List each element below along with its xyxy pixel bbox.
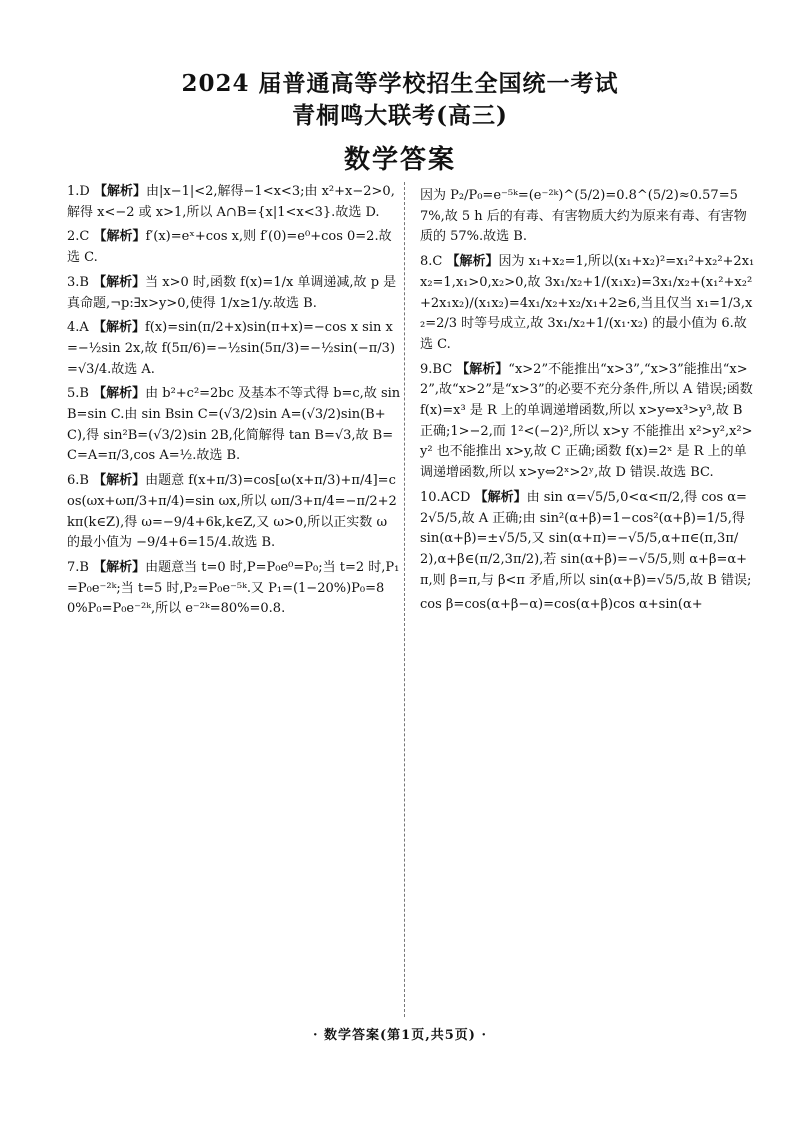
answer-10-continued: cos β=cos(α+β−α)=cos(α+β)cos α+sin(α+ bbox=[420, 597, 703, 613]
analysis-tag: 【解析】 bbox=[474, 489, 527, 505]
analysis-tag: 【解析】 bbox=[93, 229, 146, 245]
answer-8: 8.C 【解析】因为 x₁+x₂=1,所以(x₁+x₂)²=x₁²+x₂²+2x₁x₂=1,x₁>0,x₂>0,故 3x₁/x₂+1/(x₁x₂)=3x₁/x₂+(x₁²+x₂²+2x₁x₂)/(x₁x₂)=4x₁/x₂+x₂/x₁+2≥6,当且仅当 x₁=1/3,x₂=2/3 时等号成立,故 3x₁/x₂+1/(x₁·x₂) 的最小值为 6.故选 C. bbox=[420, 254, 755, 352]
analysis-tag: 【解析】 bbox=[93, 184, 146, 199]
right-column bbox=[420, 186, 755, 1021]
answer-7-continued: 因为 P₂/P₀=e⁻⁵ᵏ=(e⁻²ᵏ)^(5/2)=0.8^(5/2)≈0.57=57%,故 5 h 后的有毒、有害物质大约为原来有毒、有害物质的 57%.故选 B. bbox=[420, 188, 747, 245]
answer-4: 4.A 【解析】f(x)=sin(π/2+x)sin(π+x)=−cos x sin x=−½sin 2x,故 f(5π/6)=−½sin(5π/3)=−½sin(−π/3)=√3/4.故选 A. bbox=[67, 320, 396, 377]
analysis-tag: 【解析】 bbox=[93, 386, 146, 402]
left-column bbox=[67, 182, 405, 1017]
page-footer: · 数学答案(第1页,共5页) · bbox=[312, 1028, 488, 1043]
analysis-tag: 【解析】 bbox=[93, 473, 146, 489]
analysis-tag: 【解析】 bbox=[456, 361, 509, 377]
answer-2: 2.C 【解析】f′(x)=eˣ+cos x,则 f′(0)=e⁰+cos 0=2.故选 C. bbox=[67, 229, 392, 266]
answer-9: 9.BC 【解析】“x>2”不能推出“x>3”,“x>3”能推出“x>2”,故“x>2”是“x>3”的必要不充分条件,所以 A 错误;函数 f(x)=x³ 是 R 上的单调递增函数,所以 x>y⇔x³>y³,故 B 正确;1>−2,而 1²<(−2)²,所以 x>y 不能推出 x²>y²,x²>y² 也不能推出 x>y,故 C 正确;函数 f(x)=2ˣ 是 R 上的单调递增函数,所以 x>y⇔2ˣ>2ʸ,故 D 错误.故选 BC. bbox=[420, 361, 757, 481]
document-header bbox=[0, 68, 800, 178]
analysis-tag: 【解析】 bbox=[93, 274, 146, 290]
answer-5: 5.B 【解析】由 b²+c²=2bc 及基本不等式得 b=c,故 sin B=sin C.由 sin Bsin C=(√3/2)sin A=(√3/2)sin(B+C),得 sin²B=(√3/2)sin 2B,化简解得 tan B=√3,故 B=C=A=π/3,cos A=½.故选 B. bbox=[67, 386, 405, 464]
exam-subtitle: 青桐鸣大联考(高三) bbox=[292, 102, 508, 129]
answer-1: 1.D 【解析】由|x−1|<2,解得−1<x<3;由 x²+x−2>0,解得 x<−2 或 x>1,所以 A∩B={x|1<x<3}.故选 D. bbox=[67, 184, 395, 220]
answer-3: 3.B 【解析】当 x>0 时,函数 f(x)=1/x 单调递减,故 p 是真命题,¬p:∃x>y>0,使得 1/x≥1/y.故选 B. bbox=[67, 274, 397, 311]
analysis-tag: 【解析】 bbox=[93, 559, 146, 575]
answer-7: 7.B 【解析】由题意当 t=0 时,P=P₀e⁰=P₀;当 t=2 时,P₁=P₀e⁻²ᵏ;当 t=5 时,P₂=P₀e⁻⁵ᵏ.又 P₁=(1−20%)P₀=80%P₀=P₀e⁻²ᵏ,所以 e⁻²ᵏ=80%=0.8. bbox=[67, 559, 400, 617]
answer-6: 6.B 【解析】由题意 f(x+π/3)=cos[ω(x+π/3)+π/4]=cos(ωx+ωπ/3+π/4)=sin ωx,所以 ωπ/3+π/4=−π/2+2kπ(k∈Z),得 ω=−9/4+6k,k∈Z,又 ω>0,所以正实数 ω 的最小值为 −9/4+6=15/4.故选 B. bbox=[67, 473, 397, 551]
answer-10: 10.ACD 【解析】由 sin α=√5/5,0<α<π/2,得 cos α=2√5/5,故 A 正确;由 sin²(α+β)=1−cos²(α+β)=1/5,得 sin(α+β)=±√5/5,又 sin(α+π)=−√5/5,α+π∈(π,3π/2),α+β∈(π/2,3π/2),若 sin(α+β)=−√5/5,则 α+β=α+π,则 β=π,与 β<π 矛盾,所以 sin(α+β)=√5/5,故 B 错误; bbox=[420, 489, 752, 588]
column-divider bbox=[404, 182, 405, 1017]
analysis-tag: 【解析】 bbox=[446, 254, 499, 270]
exam-title: 2024 届普通高等学校招生全国统一考试 bbox=[181, 70, 619, 97]
answer-title: 数学答案 bbox=[343, 145, 456, 175]
analysis-tag: 【解析】 bbox=[92, 320, 145, 336]
